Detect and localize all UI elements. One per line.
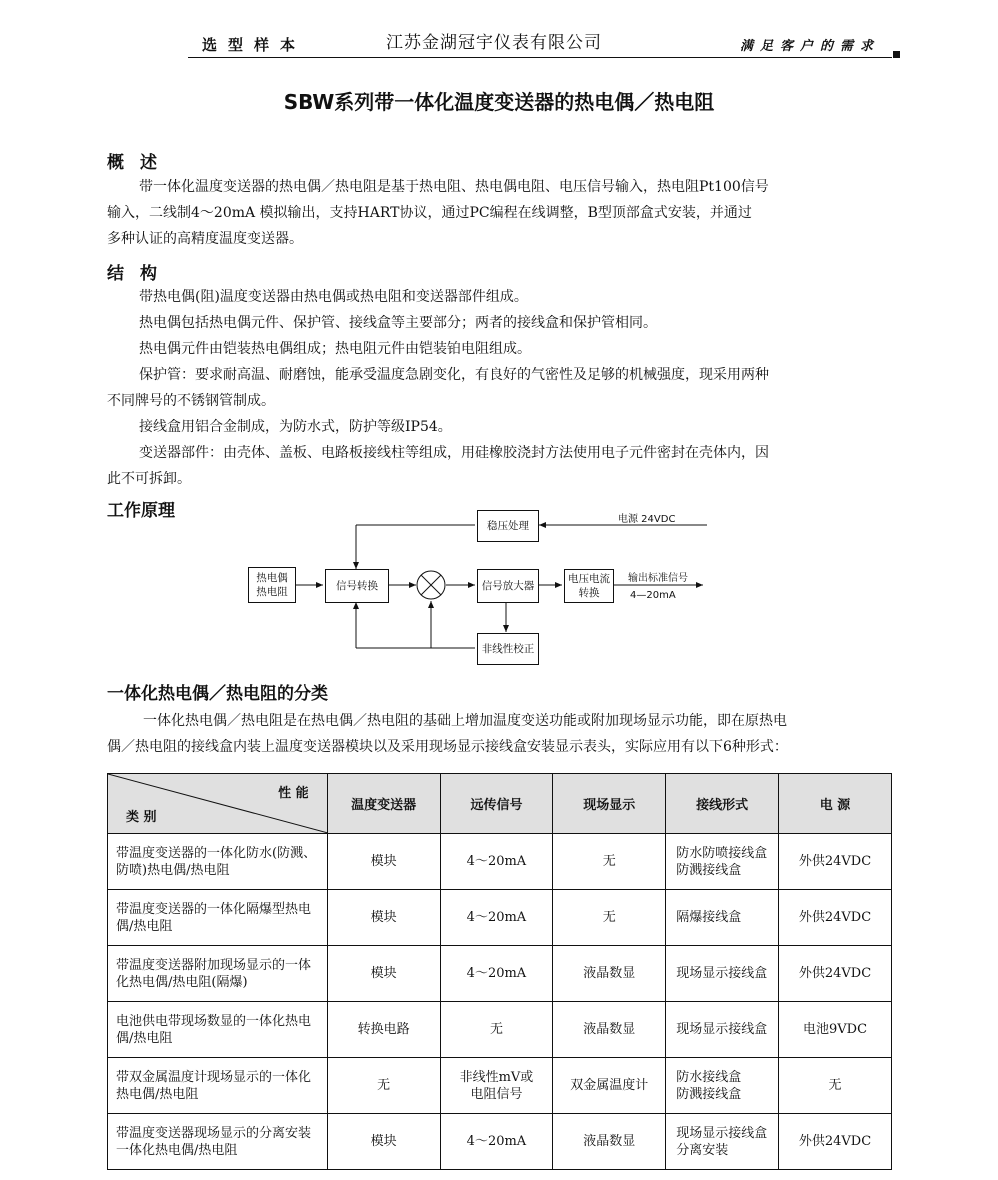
table-header-cell: 电 源 xyxy=(779,774,892,834)
power-cell: 外供24VDC xyxy=(779,1114,892,1170)
header-rule xyxy=(188,57,892,58)
wiring-line: 防溅接线盒 xyxy=(676,1086,742,1102)
table-row xyxy=(108,946,892,1002)
power-cell: 外供24VDC xyxy=(779,834,892,890)
diagram-nonlinear-box xyxy=(477,633,539,665)
table-row xyxy=(108,834,892,890)
signal-cell xyxy=(440,1058,553,1114)
diagram-input-line1: 热电偶 xyxy=(256,572,288,584)
table-header-cell: 现场显示 xyxy=(553,774,666,834)
table-header-cell: 接线形式 xyxy=(666,774,779,834)
structure-line: 带热电偶(阻)温度变送器由热电偶或热电阻和变送器部件组成。 xyxy=(139,289,528,305)
diagram-output-range: 4—20mA xyxy=(630,590,676,601)
power-cell: 外供24VDC xyxy=(779,890,892,946)
principle-heading: 工作原理 xyxy=(107,501,175,521)
page-title: SBW系列带一体化温度变送器的热电偶／热电阻 xyxy=(283,90,715,114)
category-cell xyxy=(108,1002,328,1058)
diagram-signal-convert-box xyxy=(325,569,389,603)
header-square-mark xyxy=(893,51,900,58)
category-line: 防喷)热电偶/热电阻 xyxy=(116,862,230,878)
signal-line: 电阻信号 xyxy=(470,1086,523,1102)
overview-line: 带一体化温度变送器的热电偶／热电阻是基于热电阻、热电偶电阻、电压信号输入，热电阻Pt100信号 xyxy=(139,179,769,195)
category-line: 带温度变送器的一体化防水(防溅、 xyxy=(116,845,317,861)
structure-paragraph xyxy=(107,284,892,492)
table-row xyxy=(108,890,892,946)
structure-line: 接线盒用铝合金制成，为防水式，防护等级IP54。 xyxy=(139,419,452,435)
display-cell: 无 xyxy=(553,834,666,890)
power-cell: 电池9VDC xyxy=(779,1002,892,1058)
structure-heading: 结构 xyxy=(107,264,173,284)
overview-line: 输入，二线制4～20mA 模拟输出，支持HART协议，通过PC编程在线调整，B型顶部盒式安装，并通过 xyxy=(107,205,752,221)
category-line: 一体化热电偶/热电阻 xyxy=(116,1142,238,1158)
structure-line: 不同牌号的不锈钢管制成。 xyxy=(107,393,275,409)
structure-line: 热电偶包括热电偶元件、保护管、接线盒等主要部分；两者的接线盒和保护管相同。 xyxy=(139,315,657,331)
category-line: 带温度变送器附加现场显示的一体 xyxy=(116,957,312,973)
wiring-cell: 隔爆接线盒 xyxy=(666,890,779,946)
diagram-input-line2: 热电阻 xyxy=(256,586,288,598)
table-header-cell: 温度变送器 xyxy=(327,774,440,834)
power-cell: 外供24VDC xyxy=(779,946,892,1002)
wiring-line: 分离安装 xyxy=(676,1142,729,1158)
diagram-signal-convert-label: 信号转换 xyxy=(336,580,378,592)
display-cell: 液晶数显 xyxy=(553,1114,666,1170)
header-company-name: 江苏金湖冠宇仪表有限公司 xyxy=(386,33,602,53)
wiring-cell xyxy=(666,1058,779,1114)
wiring-cell: 现场显示接线盒 xyxy=(666,1002,779,1058)
signal-cell: 无 xyxy=(440,1002,553,1058)
category-line: 带温度变送器的一体化隔爆型热电 xyxy=(116,901,312,917)
category-cell xyxy=(108,946,328,1002)
diagram-regulator-box xyxy=(477,510,539,542)
category-cell xyxy=(108,834,328,890)
display-cell: 液晶数显 xyxy=(553,1002,666,1058)
transmitter-cell: 模块 xyxy=(327,834,440,890)
table-header-cell: 远传信号 xyxy=(440,774,553,834)
diagram-amplifier-label: 信号放大器 xyxy=(481,580,535,592)
header-left-text: 选型样本 xyxy=(202,36,307,54)
structure-line: 热电偶元件由铠装热电偶组成；热电阻元件由铠装铂电阻组成。 xyxy=(139,341,531,357)
classification-paragraph xyxy=(107,708,892,760)
category-line: 带双金属温度计现场显示的一体化 xyxy=(116,1069,312,1085)
power-cell: 无 xyxy=(779,1058,892,1114)
transmitter-cell: 无 xyxy=(327,1058,440,1114)
signal-cell: 4～20mA xyxy=(440,890,553,946)
category-line: 电池供电带现场数显的一体化热电 xyxy=(116,1013,312,1029)
category-line: 热电偶/热电阻 xyxy=(116,1086,199,1102)
table-corner-cell xyxy=(108,774,328,834)
wiring-line: 防水防喷接线盒 xyxy=(676,845,768,861)
header-slogan: 满足客户的需求 xyxy=(739,39,880,54)
diagram-input-box xyxy=(248,567,296,603)
wiring-line: 现场显示接线盒 xyxy=(676,1125,768,1141)
signal-cell: 4～20mA xyxy=(440,946,553,1002)
transmitter-cell: 模块 xyxy=(327,890,440,946)
wiring-line: 防水接线盒 xyxy=(676,1069,742,1085)
category-line: 化热电偶/热电阻(隔爆) xyxy=(116,974,248,990)
category-line: 带温度变送器现场显示的分离安装 xyxy=(116,1125,312,1141)
overview-heading: 概述 xyxy=(107,153,173,173)
table-row xyxy=(108,1058,892,1114)
display-cell: 液晶数显 xyxy=(553,946,666,1002)
diagram-vi-line1: 电压电流 xyxy=(568,573,610,585)
display-cell: 无 xyxy=(553,890,666,946)
classification-heading: 一体化热电偶／热电阻的分类 xyxy=(107,684,328,704)
category-line: 偶/热电阻 xyxy=(116,1030,173,1046)
running-header xyxy=(188,28,900,56)
structure-line: 保护管：要求耐高温、耐磨蚀，能承受温度急剧变化，有良好的气密性及足够的机械强度，现采用两种 xyxy=(139,367,769,383)
transmitter-cell: 模块 xyxy=(327,1114,440,1170)
diagram-vi-line2: 转换 xyxy=(578,587,600,599)
category-line: 偶/热电阻 xyxy=(116,918,173,934)
structure-line: 此不可拆卸。 xyxy=(107,471,191,487)
display-cell: 双金属温度计 xyxy=(553,1058,666,1114)
corner-label-performance: 性 能 xyxy=(278,786,309,801)
wiring-cell: 现场显示接线盒 xyxy=(666,946,779,1002)
diagram-vi-convert-box xyxy=(564,569,614,603)
transmitter-cell: 模块 xyxy=(327,946,440,1002)
wiring-cell xyxy=(666,1114,779,1170)
diagram-nonlinear-label: 非线性校正 xyxy=(481,643,535,655)
overview-paragraph xyxy=(107,174,892,252)
category-cell xyxy=(108,1114,328,1170)
classification-line: 一体化热电偶／热电阻是在热电偶／热电阻的基础上增加温度变送功能或附加现场显示功能，即在原热电 xyxy=(143,713,787,729)
table-row xyxy=(108,1002,892,1058)
wiring-line: 防溅接线盒 xyxy=(676,862,742,878)
structure-line: 变送器部件：由壳体、盖板、电路板接线柱等组成，用硅橡胶浇封方法使用电子元件密封在壳体内，因 xyxy=(139,445,769,461)
table-header-row xyxy=(108,774,892,834)
signal-cell: 4～20mA xyxy=(440,1114,553,1170)
working-principle-diagram xyxy=(240,505,720,665)
corner-label-category: 类 别 xyxy=(126,810,157,825)
signal-line: 非线性mV或 xyxy=(459,1069,534,1085)
category-cell xyxy=(108,890,328,946)
wiring-cell xyxy=(666,834,779,890)
classification-table xyxy=(107,773,892,1170)
diagram-amplifier-box xyxy=(477,569,539,603)
category-cell xyxy=(108,1058,328,1114)
classification-line: 偶／热电阻的接线盒内装上温度变送器模块以及采用现场显示接线盒安装显示表头，实际应用有以下6种形式： xyxy=(107,739,788,755)
diagram-power-label: 电源 24VDC xyxy=(618,514,676,525)
diagram-regulator-label: 稳压处理 xyxy=(487,520,529,532)
overview-line: 多种认证的高精度温度变送器。 xyxy=(107,231,303,247)
table-row xyxy=(108,1114,892,1170)
diagram-output-label: 输出标准信号 xyxy=(628,573,688,584)
transmitter-cell: 转换电路 xyxy=(327,1002,440,1058)
signal-cell: 4～20mA xyxy=(440,834,553,890)
